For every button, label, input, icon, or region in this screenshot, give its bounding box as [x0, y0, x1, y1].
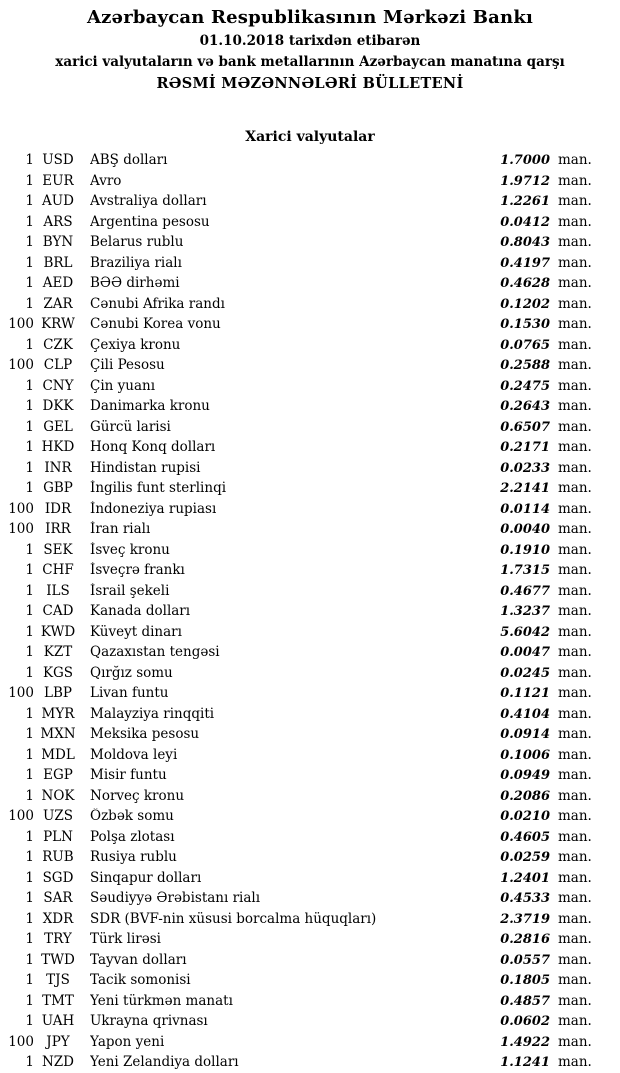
rate-value-cell: 1.2401: [500, 870, 550, 886]
unit-label-cell: man.: [558, 808, 592, 824]
rate-value-cell: 0.0259: [500, 850, 550, 865]
rate-value-cell: 0.4677: [500, 583, 550, 599]
currency-name-cell: İsveçrə frankı: [90, 562, 185, 578]
rate-row: [0, 378, 620, 399]
currency-code-cell: HKD: [41, 439, 75, 455]
quantity-cell: 1: [25, 193, 34, 209]
currency-name-cell: ABŞ dolları: [90, 152, 168, 168]
rate-row: [0, 255, 620, 276]
currency-name-cell: Gürcü larisi: [90, 418, 171, 435]
currency-code-cell: TJS: [46, 972, 70, 988]
rate-row: [0, 952, 620, 973]
rate-value-cell: 0.1006: [500, 747, 550, 763]
unit-label-cell: man.: [558, 500, 592, 517]
unit-label-cell: man.: [558, 951, 592, 968]
currency-name-cell: Braziliya rialı: [90, 254, 182, 271]
currency-code-cell: KRW: [41, 316, 75, 332]
unit-label-cell: man.: [558, 972, 592, 988]
rate-value-cell: 0.2643: [500, 399, 550, 414]
rate-value-cell: 0.0233: [500, 460, 550, 476]
currency-code-cell: NOK: [41, 787, 75, 804]
quantity-cell: 1: [25, 377, 34, 394]
rate-row: [0, 993, 620, 1014]
rate-value-cell: 0.2086: [500, 788, 550, 804]
quantity-cell: 1: [25, 910, 34, 927]
currency-name-cell: Sinqapur dolları: [90, 869, 202, 886]
unit-label-cell: man.: [558, 623, 592, 640]
currency-name-cell: Səudiyyə Ərəbistanı rialı: [90, 890, 261, 906]
quantity-cell: 1: [25, 418, 34, 435]
quantity-cell: 1: [25, 254, 34, 271]
currency-name-cell: Yeni türkmən manatı: [90, 992, 233, 1009]
currency-code-cell: DKK: [42, 398, 74, 414]
currency-code-cell: TMT: [42, 992, 74, 1009]
currency-name-cell: Küveyt dinarı: [90, 623, 182, 640]
rate-row: [0, 234, 620, 255]
unit-label-cell: man.: [558, 910, 592, 927]
quantity-cell: 100: [8, 685, 34, 701]
rate-value-cell: 0.4197: [500, 255, 550, 271]
rate-row: [0, 583, 620, 604]
unit-label-cell: man.: [558, 275, 592, 291]
rate-row: [0, 296, 620, 317]
rate-row: [0, 337, 620, 358]
rate-row: [0, 460, 620, 481]
currency-name-cell: SDR (BVF-nin xüsusi borcalma hüquqları): [90, 910, 377, 927]
currency-name-cell: Çin yuanı: [90, 377, 156, 394]
unit-label-cell: man.: [558, 582, 592, 599]
quantity-cell: 1: [25, 705, 34, 722]
currency-name-cell: Tacik somonisi: [90, 972, 191, 988]
rate-value-cell: 0.4857: [500, 993, 550, 1009]
quantity-cell: 1: [25, 336, 34, 353]
currency-code-cell: KZT: [43, 644, 73, 660]
quantity-cell: 100: [8, 521, 34, 537]
unit-label-cell: man.: [558, 746, 592, 763]
rate-row: [0, 624, 620, 645]
quantity-cell: 1: [25, 828, 34, 845]
rate-row: [0, 439, 620, 460]
bulletin-header: [0, 0, 620, 95]
currency-code-cell: ARS: [43, 213, 73, 230]
currency-name-cell: İsveç kronu: [90, 541, 170, 558]
currency-name-cell: Hindistan rupisi: [90, 459, 201, 476]
currency-code-cell: IDR: [44, 500, 72, 517]
quantity-cell: 1: [25, 849, 34, 865]
currency-code-cell: UZS: [42, 808, 73, 824]
unit-label-cell: man.: [558, 1013, 592, 1029]
currency-code-cell: AED: [42, 275, 74, 291]
rate-value-cell: 0.0245: [500, 665, 550, 681]
unit-label-cell: man.: [558, 869, 592, 886]
currency-code-cell: MDL: [41, 746, 75, 763]
rate-row: [0, 357, 620, 378]
rate-row: [0, 706, 620, 727]
currency-name-cell: Tayvan dolları: [90, 951, 187, 968]
currency-name-cell: Norveç kronu: [90, 787, 185, 804]
currency-name-cell: Qırğız somu: [90, 664, 173, 681]
quantity-cell: 1: [25, 275, 34, 291]
currency-name-cell: Avstraliya dolları: [90, 193, 207, 209]
quantity-cell: 1: [25, 213, 34, 230]
quantity-cell: 1: [25, 951, 34, 968]
rate-value-cell: 0.4533: [500, 891, 550, 906]
bulletin-subtitle: xarici valyutaların və bank metallarının Azərbaycan manatına qarşı: [55, 54, 565, 70]
quantity-cell: 100: [8, 357, 34, 373]
rate-row: [0, 214, 620, 235]
currency-name-cell: Moldova leyi: [90, 746, 178, 763]
unit-label-cell: man.: [558, 254, 592, 271]
currency-code-cell: BYN: [42, 234, 74, 250]
rate-value-cell: 0.2171: [500, 440, 550, 455]
rate-row: [0, 1013, 620, 1034]
currency-code-cell: INR: [44, 459, 72, 476]
rate-row: [0, 152, 620, 173]
currency-name-cell: Çexiya kronu: [90, 336, 181, 353]
currency-code-cell: GBP: [43, 480, 73, 496]
currency-code-cell: AUD: [42, 193, 74, 209]
currency-code-cell: LBP: [44, 685, 72, 701]
quantity-cell: 100: [8, 316, 34, 332]
currency-code-cell: XDR: [42, 910, 74, 927]
currency-code-cell: TWD: [41, 951, 75, 968]
currency-code-cell: SGD: [42, 869, 74, 886]
currency-code-cell: SAR: [43, 890, 73, 906]
currency-name-cell: Honq Konq dolları: [90, 439, 216, 455]
currency-name-cell: Yeni Zelandiya dolları: [90, 1054, 239, 1070]
unit-label-cell: man.: [558, 828, 592, 845]
unit-label-cell: man.: [558, 787, 592, 804]
currency-code-cell: PLN: [43, 828, 73, 845]
unit-label-cell: man.: [558, 172, 592, 189]
rate-row: [0, 972, 620, 993]
unit-label-cell: man.: [558, 931, 592, 947]
unit-label-cell: man.: [558, 295, 592, 312]
unit-label-cell: man.: [558, 1033, 592, 1050]
rate-row: [0, 398, 620, 419]
quantity-cell: 1: [25, 726, 34, 742]
rate-row: [0, 193, 620, 214]
rate-value-cell: 0.0114: [500, 501, 550, 517]
currency-name-cell: BƏƏ dirhəmi: [90, 275, 180, 291]
unit-label-cell: man.: [558, 705, 592, 722]
quantity-cell: 1: [25, 787, 34, 804]
quantity-cell: 1: [25, 746, 34, 763]
currency-name-cell: Malayziya rinqqiti: [90, 705, 215, 722]
rate-row: [0, 931, 620, 952]
rate-value-cell: 0.1202: [500, 296, 550, 312]
rate-value-cell: 0.0040: [500, 522, 550, 537]
currency-code-cell: GEL: [43, 418, 73, 435]
unit-label-cell: man.: [558, 541, 592, 558]
currency-name-cell: İran rialı: [90, 521, 151, 537]
rate-value-cell: 0.0765: [500, 337, 550, 353]
rate-value-cell: 0.0557: [500, 952, 550, 968]
rate-value-cell: 0.0914: [500, 727, 550, 742]
quantity-cell: 1: [25, 992, 34, 1009]
unit-label-cell: man.: [558, 336, 592, 353]
quantity-cell: 1: [25, 1013, 34, 1029]
quantity-cell: 100: [8, 808, 34, 824]
currency-code-cell: CZK: [43, 336, 73, 353]
currency-name-cell: Qazaxıstan tengəsi: [90, 644, 220, 660]
currency-code-cell: CHF: [42, 562, 74, 578]
currency-name-cell: Danimarka kronu: [90, 398, 210, 414]
currency-name-cell: Polşa zlotası: [90, 828, 175, 845]
rate-value-cell: 0.0949: [500, 768, 550, 783]
rate-value-cell: 0.6507: [500, 419, 550, 435]
unit-label-cell: man.: [558, 213, 592, 230]
rate-value-cell: 0.0047: [500, 645, 550, 660]
rate-value-cell: 2.2141: [500, 481, 550, 496]
rate-row: [0, 726, 620, 747]
currency-code-cell: NZD: [41, 1054, 75, 1070]
rate-value-cell: 0.4605: [500, 829, 550, 845]
currency-code-cell: RUB: [42, 849, 74, 865]
rate-value-cell: 0.4628: [500, 276, 550, 291]
rate-value-cell: 1.7000: [500, 153, 550, 168]
currency-code-cell: MXN: [40, 726, 76, 742]
rate-row: [0, 788, 620, 809]
unit-label-cell: man.: [558, 152, 592, 168]
rate-row: [0, 173, 620, 194]
rate-value-cell: 1.7315: [500, 563, 550, 578]
rates-table: [0, 152, 620, 1073]
currency-name-cell: Meksika pesosu: [90, 726, 200, 742]
rate-row: [0, 644, 620, 665]
unit-label-cell: man.: [558, 418, 592, 435]
quantity-cell: 1: [25, 234, 34, 250]
unit-label-cell: man.: [558, 685, 592, 701]
currency-code-cell: SEK: [43, 541, 73, 558]
currency-name-cell: Belarus rublu: [90, 234, 184, 250]
rate-row: [0, 480, 620, 501]
quantity-cell: 1: [25, 439, 34, 455]
currency-name-cell: Ukrayna qrivnası: [90, 1013, 208, 1029]
currency-code-cell: KWD: [40, 623, 76, 640]
currency-code-cell: ILS: [46, 582, 70, 599]
currency-code-cell: EUR: [42, 172, 74, 189]
currency-code-cell: USD: [42, 152, 74, 168]
currency-name-cell: Avro: [90, 172, 122, 189]
rate-row: [0, 501, 620, 522]
rate-row: [0, 870, 620, 891]
quantity-cell: 100: [8, 1033, 34, 1050]
quantity-cell: 1: [25, 931, 34, 947]
currency-code-cell: CLP: [43, 357, 73, 373]
currency-name-cell: İndoneziya rupiası: [90, 500, 217, 517]
currency-code-cell: TRY: [44, 931, 72, 947]
quantity-cell: 1: [25, 562, 34, 578]
rate-row: [0, 521, 620, 542]
unit-label-cell: man.: [558, 1054, 592, 1070]
rate-value-cell: 0.0602: [500, 1014, 550, 1029]
currency-name-cell: Misir funtu: [90, 767, 167, 783]
unit-label-cell: man.: [558, 439, 592, 455]
currency-code-cell: ZAR: [43, 295, 73, 312]
rate-value-cell: 1.4922: [500, 1034, 550, 1050]
unit-label-cell: man.: [558, 562, 592, 578]
quantity-cell: 1: [25, 459, 34, 476]
rate-row: [0, 1054, 620, 1073]
rate-row: [0, 419, 620, 440]
currency-code-cell: KGS: [42, 664, 74, 681]
rate-row: [0, 685, 620, 706]
unit-label-cell: man.: [558, 767, 592, 783]
rate-row: [0, 747, 620, 768]
effective-date-line: 01.10.2018 tarixdən etibarən: [199, 33, 421, 49]
rate-value-cell: 0.1805: [500, 973, 550, 988]
rate-value-cell: 0.2816: [500, 932, 550, 947]
quantity-cell: 1: [25, 644, 34, 660]
rate-row: [0, 1034, 620, 1055]
quantity-cell: 1: [25, 767, 34, 783]
quantity-cell: 1: [25, 1054, 34, 1070]
rate-row: [0, 562, 620, 583]
rate-row: [0, 603, 620, 624]
rate-row: [0, 316, 620, 337]
currency-name-cell: İngilis funt sterlinqi: [90, 480, 227, 496]
section-title-foreign-currencies: Xarici valyutalar: [245, 129, 375, 145]
currency-code-cell: UAH: [41, 1013, 75, 1029]
quantity-cell: 1: [25, 295, 34, 312]
quantity-cell: 1: [25, 480, 34, 496]
bulletin-title: RƏSMİ MƏZƏNNƏLƏRİ BÜLLETENİ: [156, 75, 464, 92]
rate-row: [0, 829, 620, 850]
rate-value-cell: 1.3237: [500, 604, 550, 619]
unit-label-cell: man.: [558, 521, 592, 537]
quantity-cell: 1: [25, 172, 34, 189]
currency-name-cell: Cənubi Afrika randı: [90, 295, 225, 312]
unit-label-cell: man.: [558, 992, 592, 1009]
quantity-cell: 1: [25, 869, 34, 886]
rate-value-cell: 0.1530: [500, 317, 550, 332]
currency-code-cell: CNY: [42, 377, 74, 394]
rate-row: [0, 542, 620, 563]
unit-label-cell: man.: [558, 398, 592, 414]
rate-value-cell: 1.2261: [500, 194, 550, 209]
unit-label-cell: man.: [558, 193, 592, 209]
quantity-cell: 1: [25, 664, 34, 681]
rate-value-cell: 0.8043: [500, 235, 550, 250]
quantity-cell: 100: [8, 500, 34, 517]
unit-label-cell: man.: [558, 377, 592, 394]
currency-name-cell: Rusiya rublu: [90, 849, 177, 865]
currency-code-cell: IRR: [45, 521, 71, 537]
currency-name-cell: Çili Pesosu: [90, 357, 165, 373]
rate-value-cell: 2.3719: [500, 911, 550, 927]
rate-value-cell: 1.1241: [500, 1055, 550, 1070]
currency-code-cell: JPY: [46, 1033, 70, 1050]
rate-row: [0, 275, 620, 296]
rate-value-cell: 5.6042: [500, 624, 550, 640]
quantity-cell: 1: [25, 890, 34, 906]
currency-name-cell: Türk lirəsi: [90, 931, 161, 947]
unit-label-cell: man.: [558, 459, 592, 476]
unit-label-cell: man.: [558, 357, 592, 373]
rate-value-cell: 0.2588: [500, 358, 550, 373]
quantity-cell: 1: [25, 152, 34, 168]
currency-name-cell: Yapon yeni: [90, 1033, 165, 1050]
rate-value-cell: 0.1121: [500, 686, 550, 701]
rate-value-cell: 1.9712: [500, 173, 550, 189]
quantity-cell: 1: [25, 541, 34, 558]
unit-label-cell: man.: [558, 644, 592, 660]
quantity-cell: 1: [25, 623, 34, 640]
currency-name-cell: Cənubi Korea vonu: [90, 316, 221, 332]
currency-name-cell: İsrail şekeli: [90, 582, 170, 599]
currency-code-cell: CAD: [42, 603, 74, 619]
bank-title: Azərbaycan Respublikasının Mərkəzi Bankı: [86, 7, 534, 28]
quantity-cell: 1: [25, 582, 34, 599]
rate-value-cell: 0.2475: [500, 378, 550, 394]
currency-code-cell: BRL: [43, 254, 73, 271]
rate-value-cell: 0.0210: [500, 809, 550, 824]
rate-row: [0, 665, 620, 686]
rate-row: [0, 890, 620, 911]
rate-row: [0, 767, 620, 788]
currency-name-cell: Kanada dolları: [90, 603, 191, 619]
unit-label-cell: man.: [558, 234, 592, 250]
quantity-cell: 1: [25, 398, 34, 414]
rate-value-cell: 0.0412: [500, 214, 550, 230]
unit-label-cell: man.: [558, 849, 592, 865]
currency-name-cell: Livan funtu: [90, 685, 169, 701]
currency-name-cell: Argentina pesosu: [90, 213, 210, 230]
currency-name-cell: Özbək somu: [90, 808, 174, 824]
rate-row: [0, 911, 620, 932]
unit-label-cell: man.: [558, 664, 592, 681]
unit-label-cell: man.: [558, 480, 592, 496]
rate-value-cell: 0.1910: [500, 542, 550, 558]
currency-code-cell: MYR: [41, 705, 75, 722]
quantity-cell: 1: [25, 603, 34, 619]
unit-label-cell: man.: [558, 603, 592, 619]
currency-code-cell: EGP: [43, 767, 73, 783]
rate-value-cell: 0.4104: [500, 706, 550, 722]
unit-label-cell: man.: [558, 890, 592, 906]
unit-label-cell: man.: [558, 316, 592, 332]
quantity-cell: 1: [25, 972, 34, 988]
unit-label-cell: man.: [558, 726, 592, 742]
rate-row: [0, 808, 620, 829]
rate-row: [0, 849, 620, 870]
